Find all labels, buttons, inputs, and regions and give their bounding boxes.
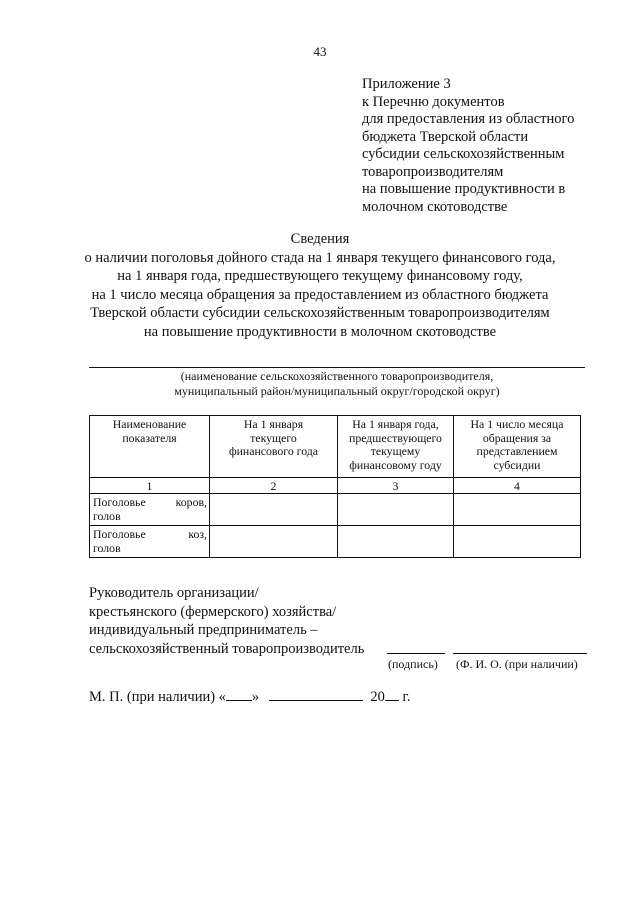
value-cell[interactable] <box>210 494 338 526</box>
day-field[interactable] <box>226 688 252 701</box>
signature-block <box>89 584 364 658</box>
producer-caption-line: муниципальный район/муниципальный округ/городской округ) <box>174 384 500 398</box>
signature-line: сельскохозяйственный товаропроизводитель <box>89 640 365 657</box>
header-cell: На 1 число месяца обращения за представлением субсидии <box>454 416 581 478</box>
value-cell[interactable] <box>338 526 454 558</box>
table-row <box>90 526 581 558</box>
quote-close: » <box>251 689 260 705</box>
title-line: Тверской области субсидии сельскохозяйственным товаропроизводителям <box>90 305 550 321</box>
stamp-date-line <box>89 688 410 706</box>
title-line: о наличии поголовья дойного стада на 1 января текущего финансового года, <box>84 249 556 266</box>
month-field[interactable] <box>269 688 363 701</box>
value-cell[interactable] <box>338 494 454 526</box>
full-name-field[interactable] <box>453 653 587 654</box>
title-line: на повышение продуктивности в молочном скотоводстве <box>143 323 497 340</box>
appendix-line: к Перечню документов <box>362 93 505 110</box>
value-cell[interactable] <box>454 494 581 526</box>
producer-caption <box>89 369 585 399</box>
table-header-row <box>90 416 581 478</box>
signature-line: Руководитель организации/ <box>89 585 259 601</box>
producer-caption-line: (наименование сельскохозяйственного товаропроизводителя, <box>180 369 494 383</box>
appendix-line: молочном скотоводстве <box>362 198 508 215</box>
document-title <box>20 230 620 341</box>
column-number: 4 <box>454 478 581 494</box>
row-label: Поголовье коз, голов <box>90 526 210 558</box>
column-number: 3 <box>338 478 454 494</box>
title-heading: Сведения <box>290 231 350 247</box>
signature-caption: (подпись) <box>388 657 438 671</box>
header-cell: На 1 января года, предшествующего текущему финансовому году <box>338 416 454 478</box>
stamp-label: М. П. (при наличии) « <box>89 689 226 705</box>
signature-line: крестьянского (фермерского) хозяйства/ <box>89 603 337 620</box>
header-cell: Наименование показателя <box>90 416 210 478</box>
name-caption: (Ф. И. О. (при наличии) <box>456 657 578 671</box>
appendix-block <box>362 76 574 216</box>
year-prefix: 20 <box>370 689 385 705</box>
producer-name-field[interactable] <box>89 367 585 368</box>
title-line: на 1 января года, предшествующего текущему финансовому году, <box>117 268 523 284</box>
year-field[interactable] <box>385 688 399 701</box>
appendix-line: на повышение продуктивности в <box>362 181 566 197</box>
table-row <box>90 494 581 526</box>
year-suffix: г. <box>402 689 411 705</box>
header-cell: На 1 января текущего финансового года <box>210 416 338 478</box>
signature-line: индивидуальный предприниматель – <box>89 622 318 638</box>
signature-field[interactable] <box>387 653 445 654</box>
column-number: 2 <box>210 478 338 494</box>
page-number: 43 <box>313 44 327 59</box>
appendix-line: субсидии сельскохозяйственным <box>362 146 565 162</box>
column-number-row <box>90 478 581 494</box>
title-line: на 1 число месяца обращения за предоставлением из областного бюджета <box>91 286 549 303</box>
value-cell[interactable] <box>454 526 581 558</box>
livestock-table <box>89 415 581 558</box>
row-label: Поголовье коров, голов <box>90 494 210 526</box>
column-number: 1 <box>90 478 210 494</box>
appendix-line: бюджета Тверской области <box>362 128 529 145</box>
value-cell[interactable] <box>210 526 338 558</box>
appendix-line: Приложение 3 <box>362 76 451 92</box>
appendix-line: товаропроизводителям <box>362 163 504 180</box>
appendix-line: для предоставления из областного <box>362 111 575 127</box>
